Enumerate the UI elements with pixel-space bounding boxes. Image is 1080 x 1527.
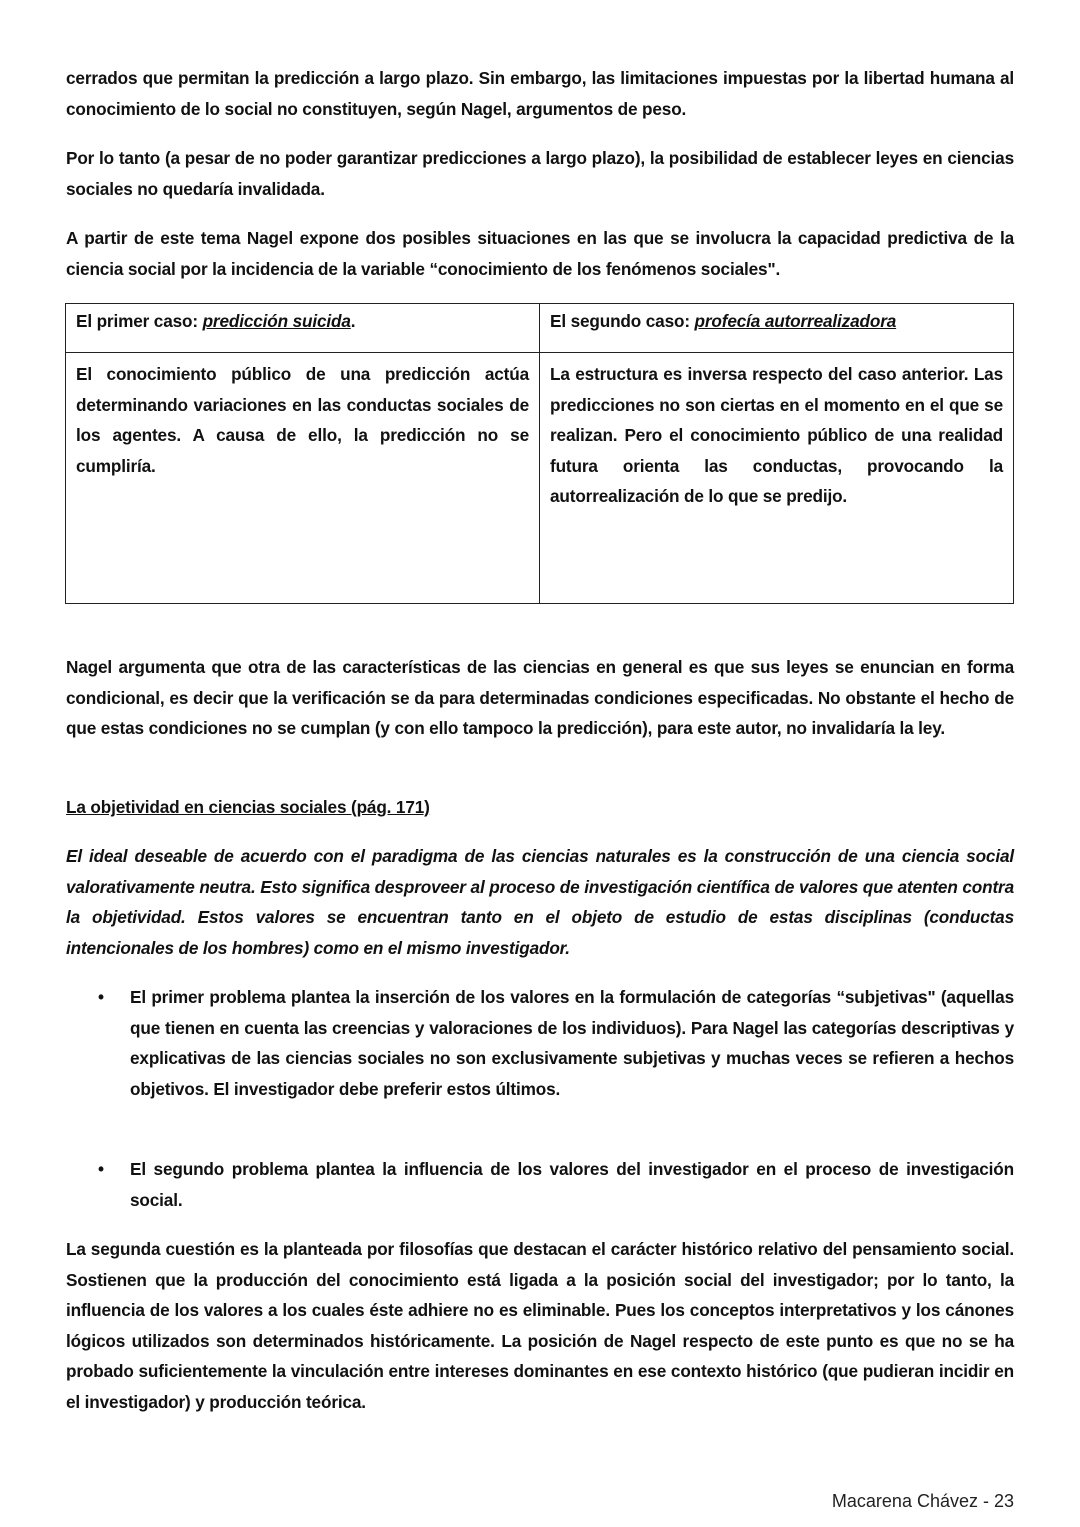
paragraph: A partir de este tema Nagel expone dos posibles situaciones en las que se involucra la capacidad predictiva de la ciencia social por la incidencia de la variable “conocimiento de los fenómenos sociales".	[66, 228, 1014, 279]
bullet-icon: •	[98, 987, 104, 1007]
bullet-text: El primer problema plantea la inserción de los valores en la formulación de categorías “subjetivas" (aquellas que tienen en cuenta las creencias y valoraciones de los individuos). Para Nagel las categorías descriptivas y explicativas de las ciencias sociales no son exclusivamente subjetivas y muchas veces se refieren a hechos objetivos. El investigador debe preferir estos últimos.	[130, 987, 1014, 1099]
header-label: El segundo caso:	[550, 311, 695, 331]
paragraph: cerrados que permitan la predicción a largo plazo. Sin embargo, las limitaciones impuestas por la libertad humana al conocimiento de lo social no constituyen, según Nagel, argumentos de peso.	[66, 68, 1014, 119]
section-heading: La objetividad en ciencias sociales (pág. 171)	[66, 797, 430, 817]
header-label: El primer caso:	[76, 311, 203, 331]
table-cell: La estructura es inversa respecto del caso anterior. Las predicciones no son ciertas en el momento en el que se realizan. Pero el conocimiento público de una realidad futura orienta las conductas, provocando la autorrealización de lo que se predijo.	[540, 353, 1014, 604]
table-header-cell	[540, 304, 1014, 353]
header-suffix: .	[350, 311, 356, 331]
table-header-row	[66, 304, 1014, 353]
italic-paragraph: El ideal deseable de acuerdo con el paradigma de las ciencias naturales es la construcción de una ciencia social valorativamente neutra. Esto significa desproveer al proceso de investigación científica de valores que atenten contra la objetividad. Estos valores se encuentran tanto en el objeto de estudio de estas disciplinas (conductas intencionales de los hombres) como en el mismo investigador.	[66, 846, 1014, 958]
table-row	[66, 353, 1014, 604]
table-header-cell	[66, 304, 540, 353]
bullet-text: El segundo problema plantea la influencia de los valores del investigador en el proceso de investigación social.	[130, 1159, 1014, 1210]
paragraph: Nagel argumenta que otra de las características de las ciencias en general es que sus leyes se enuncian en forma condicional, es decir que la verificación se da para determinadas condiciones especificadas. No obstante el hecho de que estas condiciones no se cumplan (y con ello tampoco la predicción), para este autor, no invalidaría la ley.	[66, 657, 1014, 738]
bullet-item	[98, 982, 1014, 1104]
bullet-icon: •	[98, 1159, 104, 1179]
bullet-item	[98, 1154, 1014, 1215]
paragraph: Por lo tanto (a pesar de no poder garantizar predicciones a largo plazo), la posibilidad de establecer leyes en ciencias sociales no quedaría invalidada.	[66, 148, 1014, 199]
header-term: predicción suicida	[202, 311, 351, 331]
table-cell: El conocimiento público de una predicción actúa determinando variaciones en las conductas sociales de los agentes. A causa de ello, la predicción no se cumpliría.	[66, 353, 540, 604]
paragraph: La segunda cuestión es la planteada por filosofías que destacan el carácter histórico relativo del pensamiento social. Sostienen que la producción del conocimiento está ligada a la posición social del investigador; por lo tanto, la influencia de los valores a los cuales éste adhiere no es eliminable. Pues los conceptos interpretativos y los cánones lógicos utilizados son determinados históricamente. La posición de Nagel respecto de este punto es que no se ha probado suficientemente la vinculación entre intereses dominantes en ese contexto histórico (que pudieran incidir en el investigador) y producción teórica.	[66, 1239, 1014, 1412]
comparison-table	[65, 303, 1014, 604]
header-term: profecía autorrealizadora	[694, 311, 897, 331]
page-footer: Macarena Chávez - 23	[831, 1491, 1014, 1511]
